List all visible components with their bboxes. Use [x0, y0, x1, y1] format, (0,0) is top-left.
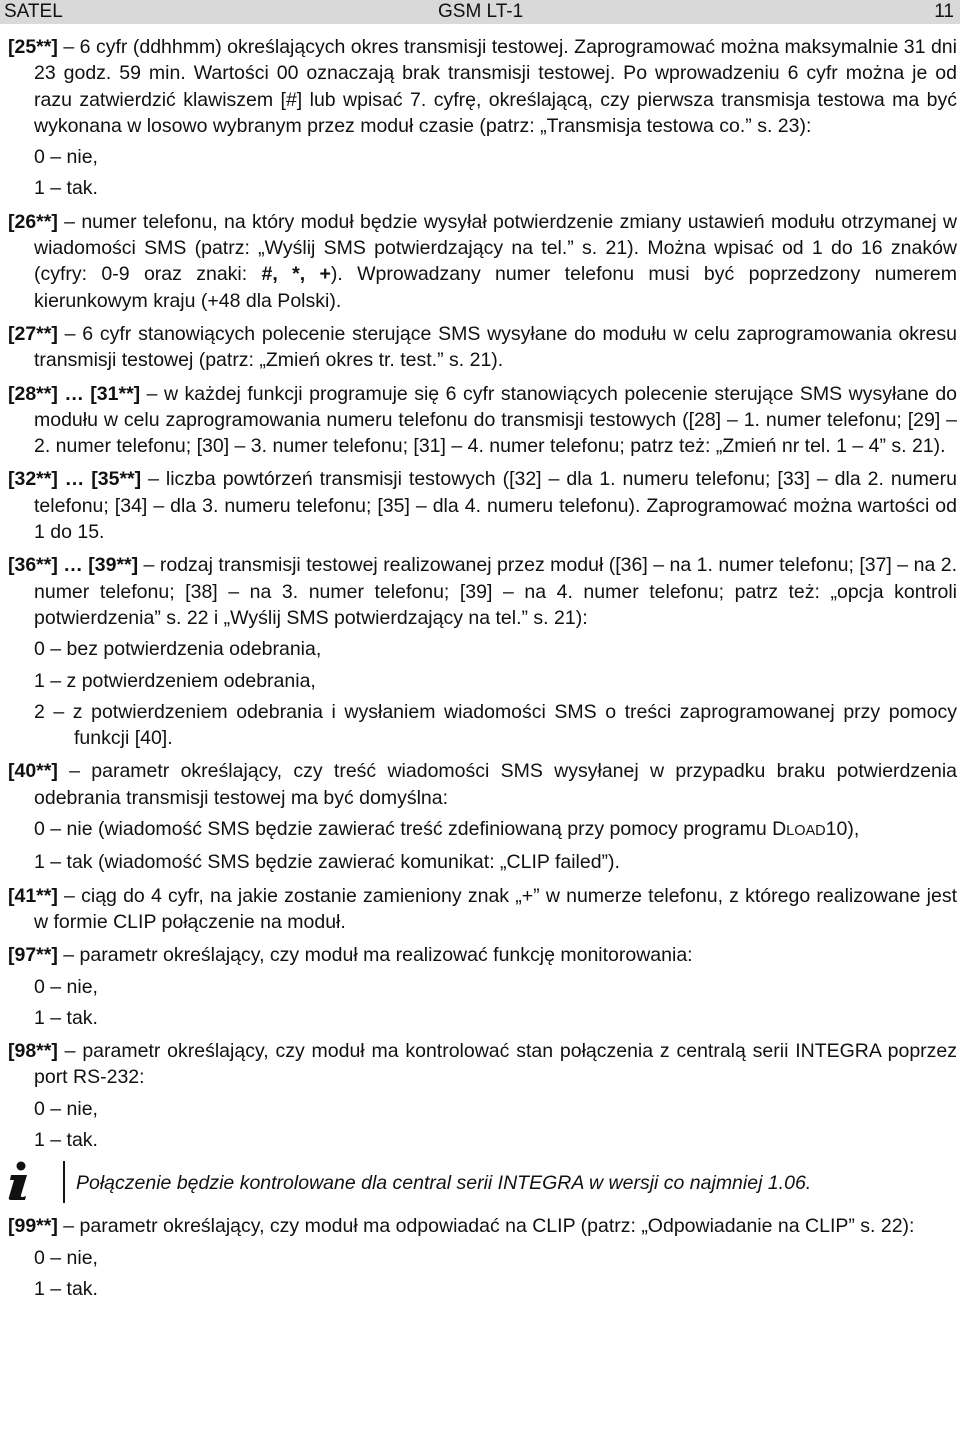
- header-product: GSM LT-1: [438, 1, 524, 22]
- function-36-39: [8, 552, 957, 631]
- note-text: Połączenie będzie kontrolowane dla central serii INTEGRA w wersji co najmniej 1.06.: [76, 1172, 812, 1195]
- function-code: [99**]: [8, 1215, 58, 1238]
- function-32-35: [8, 466, 957, 545]
- info-icon: [6, 1161, 32, 1201]
- function-code: [26**]: [8, 210, 58, 233]
- option-item: 1 – tak.: [34, 177, 98, 200]
- function-description: – parametr określający, czy moduł ma realizować funkcję monitorowania:: [57, 944, 693, 967]
- function-code: [97**]: [8, 944, 58, 967]
- option-item: 1 – tak.: [34, 1006, 98, 1029]
- function-description: – parametr określający, czy moduł ma kontrolować stan połączenia z centralą serii INTEGRA poprzez port RS-232:: [34, 1040, 957, 1089]
- function-description: – 6 cyfr stanowiących polecenie sterujące SMS wysyłane do modułu w celu zaprogramowania okresu transmisji testowej (patrz: „Zmień okres tr. test.” s. 21).: [34, 322, 957, 372]
- program-name-initial: D: [772, 818, 787, 841]
- header-page-number: 11: [934, 1, 954, 22]
- option-text: 0 – nie (wiadomość SMS będzie zawierać treść zdefiniowaną przy pomocy programu: [34, 818, 773, 841]
- function-code: [40**]: [8, 760, 58, 783]
- page-header: [0, 0, 960, 24]
- function-26: [8, 209, 957, 314]
- option-item: 1 – z potwierdzeniem odebrania,: [34, 669, 316, 692]
- function-description: – w każdej funkcji programuje się 6 cyfr stanowiących polecenie sterujące SMS wysyłane do modułu w celu zaprogramowania numeru telefonu do transmisji testowych ([28] – 1. numer telefonu; [29] – 2. numer telefonu; [30] – 3. numer telefonu; [31] – 4. numer telefonu; patrz też: „Zmień nr tel. 1 – 4” s. 21).: [34, 382, 958, 458]
- function-40: [8, 758, 957, 811]
- option-item: 0 – nie,: [34, 1246, 98, 1269]
- function-99: [8, 1213, 957, 1239]
- function-description: – parametr określający, czy treść wiadomości SMS wysyłanej w przypadku braku potwierdzenia odebrania transmisji testowej ma być domyślna:: [34, 760, 957, 809]
- function-code: [25**]: [8, 36, 58, 58]
- option-text-end: 10),: [825, 818, 860, 841]
- function-code: [41**]: [8, 884, 58, 907]
- option-item: 1 – tak.: [34, 1277, 98, 1300]
- option-item: 0 – nie,: [34, 146, 98, 169]
- function-98: [8, 1038, 957, 1091]
- option-item: 0 – nie,: [34, 1097, 98, 1120]
- note-divider: [63, 1161, 65, 1203]
- function-27: [8, 321, 957, 374]
- option-item: 0 – nie,: [34, 975, 98, 998]
- option-item: 1 – tak (wiadomość SMS będzie zawierać komunikat: „CLIP failed”).: [34, 851, 620, 874]
- function-code: [98**]: [8, 1040, 58, 1063]
- function-25: [8, 34, 957, 139]
- function-description: – numer telefonu, na który moduł będzie wysyłał potwierdzenie zmiany ustawień modułu otrzymanej w wiadomości SMS (patrz: „Wyślij SMS potwierdzający na tel.” s. 21). Można wpisać od 1 do 16 znaków (cyfry: 0-9 oraz znaki:: [34, 210, 957, 286]
- option-item: [34, 816, 957, 844]
- function-code: [27**]: [8, 322, 58, 345]
- function-28-31: [8, 381, 958, 460]
- function-description-cont: ). Wprowadzany numer telefonu musi być poprzedzony numerem kierunkowym kraju (+48 dla Polski).: [34, 263, 957, 312]
- function-code: [28**] … [31**]: [8, 382, 141, 405]
- function-description: – parametr określający, czy moduł ma odpowiadać na CLIP (patrz: „Odpowiadanie na CLIP” s. 22):: [57, 1215, 915, 1238]
- header-brand: SATEL: [4, 1, 63, 22]
- function-97: [8, 942, 957, 968]
- function-description: – 6 cyfr (ddhhmm) określających okres transmisji testowej. Zaprogramować można maksymalnie 31 dni 23 godz. 59 min. Wartości 00 oznaczają brak transmisji testowej. Po wprowadzeniu 6 cyfr można je od razu zatwierdzić klawiszem [#] lub wpisać 7. cyfrę, określającą, czy pierwsza transmisja testowa ma być wykonana w losowo wybranym przez moduł czasie (patrz: „Transmisja testowa co.” s. 23):: [34, 36, 957, 137]
- function-description: – ciąg do 4 cyfr, na jakie zostanie zamieniony znak „+” w numerze telefonu, z którego realizowane jest w formie CLIP połączenie na moduł.: [34, 884, 957, 933]
- option-item: 0 – bez potwierdzenia odebrania,: [34, 638, 322, 661]
- function-description: – liczba powtórzeń transmisji testowych ([32] – dla 1. numeru telefonu; [33] – dla 2. numeru telefonu; [34] – dla 3. numeru telefonu; [35] – dla 4. numeru telefonu). Zaprogramować można wartości od 1 do 15.: [34, 468, 957, 544]
- function-41: [8, 883, 957, 936]
- info-note: [0, 1161, 960, 1205]
- function-code: [32**] … [35**]: [8, 468, 142, 491]
- function-code: [36**] … [39**]: [8, 554, 139, 577]
- manual-content: [0, 34, 960, 1302]
- option-item: 1 – tak.: [34, 1128, 98, 1151]
- function-description: – rodzaj transmisji testowej realizowanej przez moduł ([36] – na 1. numer telefonu; [37] – na 2. numer telefonu; [38] – na 3. numer telefonu; [39] – na 4. numer telefonu; patrz też: „opcja kontroli potwierdzenia” s. 22 i „Wyślij SMS potwierdzający na tel.” s. 21):: [34, 554, 957, 629]
- allowed-characters: #, *, +: [261, 263, 331, 286]
- program-name-smallcaps: LOAD: [786, 823, 826, 840]
- option-item: 2 – z potwierdzeniem odebrania i wysłaniem wiadomości SMS o treści zaprogramowanej przy pomocy funkcji [40].: [34, 700, 957, 750]
